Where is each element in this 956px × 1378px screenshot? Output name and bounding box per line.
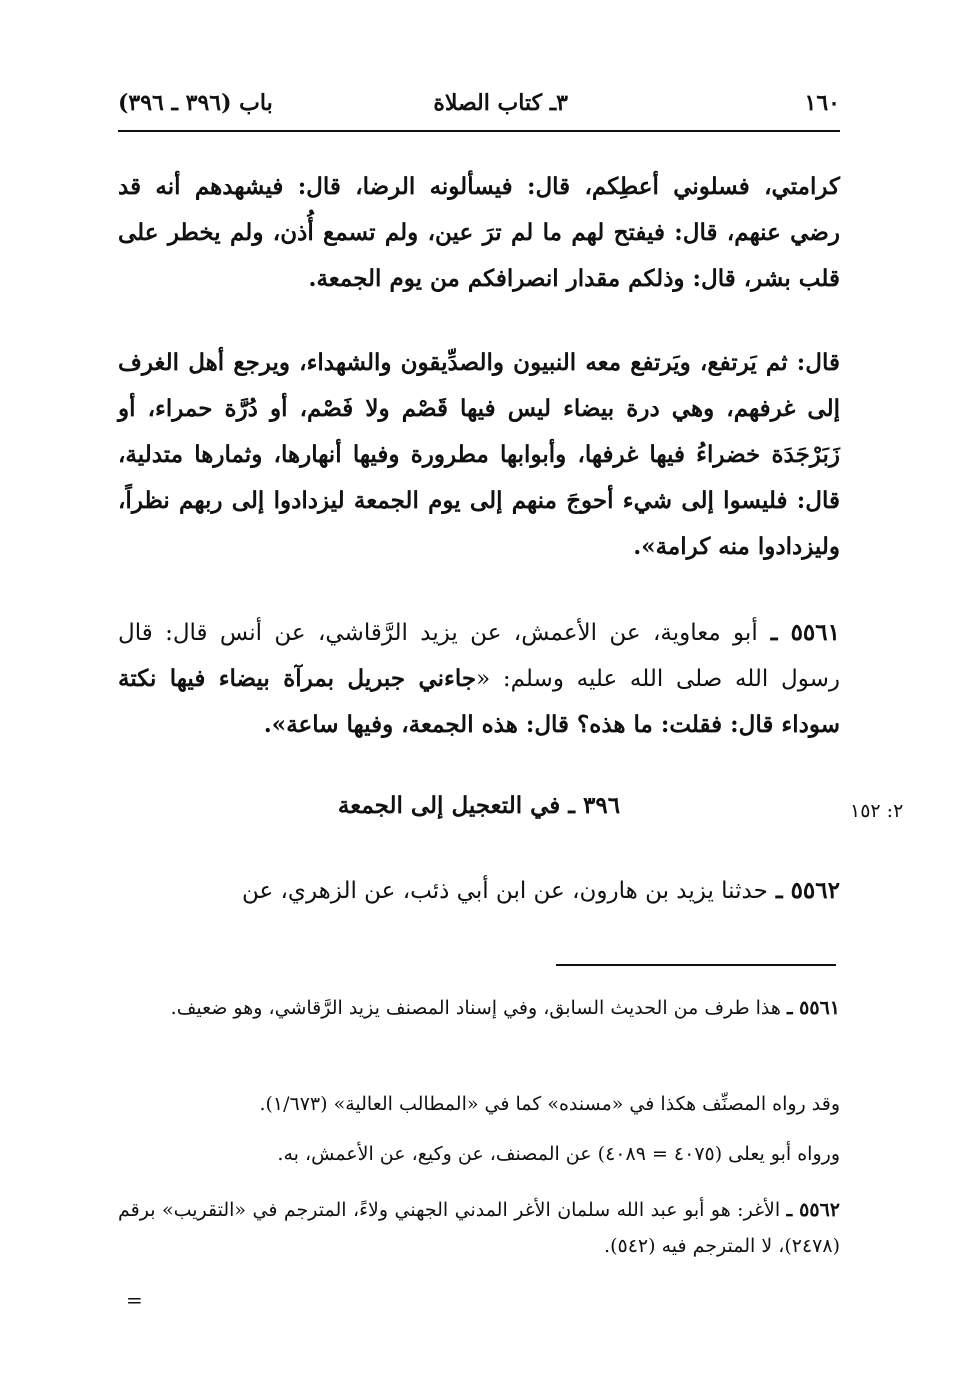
footnote-text: الأغر: هو أبو عبد الله سلمان الأغر المدني الجهني ولاءً، المترجم في «التقريب» برقم (٢٤٧٨)، لا المترجم فيه (٥٤٢). xyxy=(118,1199,840,1257)
margin-reference: ٢: ١٥٢ xyxy=(850,800,904,822)
hadith-end: ». xyxy=(263,711,287,738)
footnote-source-2: ورواه أبو يعلى (٤٠٧٥ = ٤٠٨٩) عن المصنف، عن وكيع، عن الأعمش، به. xyxy=(277,1143,840,1165)
page-number: ١٦٠ xyxy=(804,90,840,116)
page-header xyxy=(118,90,840,130)
footnote-text: هذا طرف من الحديث السابق، وفي إسناد المصنف يزيد الرَّقاشي، وهو ضعيف. xyxy=(170,997,781,1019)
footnote-divider xyxy=(556,964,836,966)
hadith-5562 xyxy=(118,868,840,914)
chapter-range: باب (٣٩٦ ـ ٣٩٦) xyxy=(118,90,273,116)
paragraph-2: قال: ثم يَرتفع، ويَرتفع معه النبيون والصدِّيقون والشهداء، ويرجع أهل الغرف إلى غرفهم، وهي درة بيضاء ليس فيها قَصْم ولا فَصْم، أو دُرَّة حمراء، أو زَبَرْجَدَة خضراءُ فيها غرفها، وأبوابها مطرورة وفيها أنهارها، وثمارها متدلية، قال: فليسوا إلى شيء أحوجَ منهم إلى يوم الجمعة ليزدادوا إلى ربهم نظراً، وليزدادوا منه كرامة». xyxy=(118,349,840,560)
hadith-5561 xyxy=(118,610,840,748)
footnote-number: ٥٥٦٢ ـ xyxy=(786,1199,840,1221)
footnote-number: ٥٥٦١ ـ xyxy=(786,997,840,1019)
hadith-number: ٥٥٦٢ ـ xyxy=(775,877,840,904)
hadith-chain: حدثنا يزيد بن هارون، عن ابن أبي ذئب، عن الزهري، عن xyxy=(241,878,768,904)
chapter-heading: ٣٩٦ ـ في التعجيل إلى الجمعة xyxy=(337,792,621,819)
hadith-chain: أبو معاوية، عن الأعمش، عن يزيد الرَّقاشي، عن أنس قال: قال رسول الله صلى الله عليه وسلم: « xyxy=(118,620,840,692)
footnote-source-1: وقد رواه المصنِّف هكذا في «مسنده» كما في «المطالب العالية» (١/٦٧٣). xyxy=(259,1093,840,1115)
paragraph-1: كرامتي، فسلوني أعطِكم، قال: فيسألونه الرضا، قال: فيشهدهم أنه قد رضي عنهم، قال: فيفتح لهم ما لم ترَ عين، ولم تسمع أُذن، ولم يخطر على قلب بشر، قال: وذلكم مقدار انصرافكم من يوم الجمعة. xyxy=(118,173,840,292)
header-divider xyxy=(118,130,840,132)
book-title: ٣ـ كتاب الصلاة xyxy=(433,90,568,116)
hadith-text: جاءني جبريل بمرآة بيضاء فيها نكتة سوداء قال: فقلت: ما هذه؟ قال: هذه الجمعة، وفيها ساعة xyxy=(118,665,840,738)
footnote-5561 xyxy=(118,990,840,1026)
hadith-number: ٥٥٦١ ـ xyxy=(770,619,840,646)
continuation-mark: = xyxy=(126,1288,143,1312)
footnote-5562 xyxy=(118,1192,840,1264)
